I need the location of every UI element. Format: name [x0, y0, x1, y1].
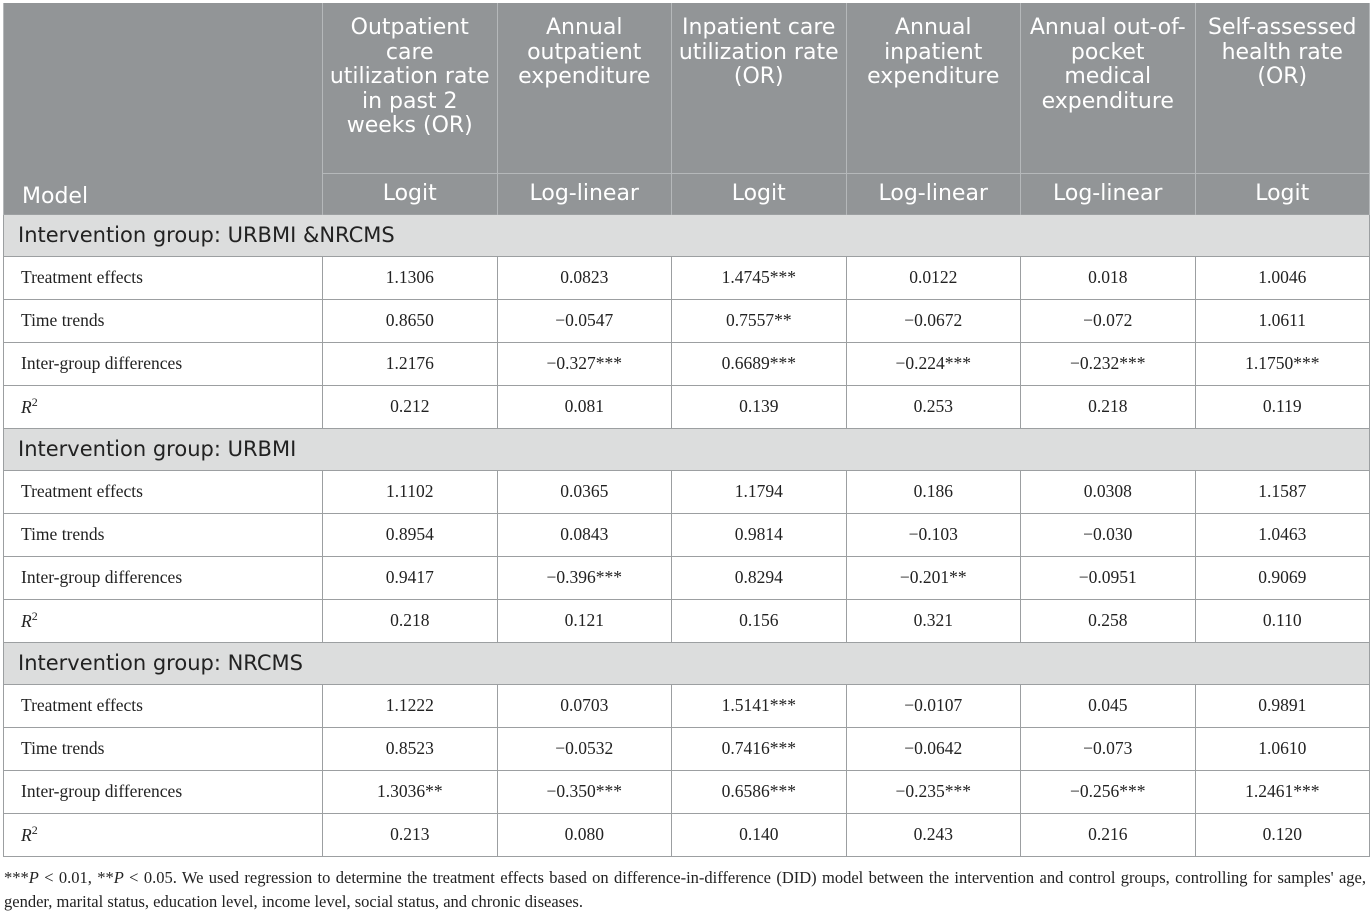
table-cell: 1.1587: [1195, 470, 1370, 513]
row-label: Treatment effects: [4, 256, 323, 299]
table-cell: −0.396***: [497, 556, 672, 599]
table-cell: −0.0672: [846, 299, 1021, 342]
row-label: Time trends: [4, 727, 323, 770]
group-header-row: [4, 428, 1370, 470]
table-cell: 0.139: [672, 385, 847, 428]
table-row: [4, 727, 1370, 770]
column-header-outpatient-expenditure: Annual outpatient expenditure: [497, 3, 672, 173]
table-row: [4, 770, 1370, 813]
table-cell: 1.2176: [323, 342, 498, 385]
table-cell: 0.0308: [1021, 470, 1196, 513]
table-cell: −0.256***: [1021, 770, 1196, 813]
table-cell: 0.9891: [1195, 684, 1370, 727]
table-cell: 0.0703: [497, 684, 672, 727]
method-header: Logit: [1195, 173, 1370, 214]
table-cell: 0.243: [846, 813, 1021, 856]
table-row: [4, 556, 1370, 599]
table-cell: 0.321: [846, 599, 1021, 642]
table-cell: 0.045: [1021, 684, 1196, 727]
row-label-r-squared: $R^2$: [4, 599, 323, 642]
table-cell: 0.186: [846, 470, 1021, 513]
column-header-outpatient-utilization: Outpatient care utilization rate in past 2 weeks (OR): [323, 3, 498, 173]
row-label: Inter-group differences: [4, 556, 323, 599]
column-header-inpatient-expenditure: Annual inpatient expenditure: [846, 3, 1021, 173]
table-cell: 0.218: [323, 599, 498, 642]
column-header-self-assessed-health: Self-assessed health rate (OR): [1195, 3, 1370, 173]
row-label-r-squared: $R^2$: [4, 813, 323, 856]
table-cell: 0.0365: [497, 470, 672, 513]
column-header-inpatient-utilization: Inpatient care utilization rate (OR): [672, 3, 847, 173]
table-cell: 0.119: [1195, 385, 1370, 428]
table-cell: 0.121: [497, 599, 672, 642]
group-title: Intervention group: URBMI: [4, 428, 1370, 470]
table-cell: 0.8523: [323, 727, 498, 770]
table-cell: 0.081: [497, 385, 672, 428]
table-cell: 0.216: [1021, 813, 1196, 856]
table-cell: −0.0642: [846, 727, 1021, 770]
table-cell: 1.1102: [323, 470, 498, 513]
table-cell: −0.0107: [846, 684, 1021, 727]
footnote-stars-2: **: [97, 868, 114, 887]
table-cell: −0.224***: [846, 342, 1021, 385]
table-cell: −0.103: [846, 513, 1021, 556]
table-cell: 0.9417: [323, 556, 498, 599]
footnote-text: < 0.05. We used regression to determine the treatment effects based on difference-in-difference (DID) model between the intervention and control groups, controlling for samples' age, gender, marital status, education level, income level, social status, and chronic diseases.: [4, 868, 1367, 911]
table-cell: 0.8650: [323, 299, 498, 342]
table-cell: 0.120: [1195, 813, 1370, 856]
row-label: Treatment effects: [4, 470, 323, 513]
table-cell: 1.0610: [1195, 727, 1370, 770]
group-title: Intervention group: URBMI &NRCMS: [4, 214, 1370, 256]
table-cell: 0.0843: [497, 513, 672, 556]
table-row: [4, 513, 1370, 556]
table-row: [4, 470, 1370, 513]
table-cell: 0.218: [1021, 385, 1196, 428]
table-cell: 0.140: [672, 813, 847, 856]
table-cell: 1.4745***: [672, 256, 847, 299]
footnote-threshold-1: < 0.01,: [38, 868, 98, 887]
table-cell: 0.0122: [846, 256, 1021, 299]
table-cell: −0.232***: [1021, 342, 1196, 385]
table-cell: 1.0463: [1195, 513, 1370, 556]
table-cell: −0.030: [1021, 513, 1196, 556]
table-row: [4, 813, 1370, 856]
table-body: [4, 214, 1370, 856]
table-cell: 0.7557**: [672, 299, 847, 342]
table-cell: −0.0532: [497, 727, 672, 770]
table-cell: 0.110: [1195, 599, 1370, 642]
row-label-r-squared: $R^2$: [4, 385, 323, 428]
table-cell: −0.0547: [497, 299, 672, 342]
footnote-stars-1: ***: [4, 868, 29, 887]
table-cell: 0.8954: [323, 513, 498, 556]
table-cell: 0.6689***: [672, 342, 847, 385]
group-header-row: [4, 214, 1370, 256]
table-cell: 0.7416***: [672, 727, 847, 770]
table-cell: −0.201**: [846, 556, 1021, 599]
table-cell: 1.3036**: [323, 770, 498, 813]
table-cell: 0.0823: [497, 256, 672, 299]
did-results-table: [3, 3, 1370, 857]
table-row: [4, 684, 1370, 727]
row-label: Treatment effects: [4, 684, 323, 727]
table-cell: 1.0611: [1195, 299, 1370, 342]
footnote-p-symbol: P: [113, 868, 124, 887]
table-cell: −0.350***: [497, 770, 672, 813]
table-cell: 0.156: [672, 599, 847, 642]
table-cell: 0.018: [1021, 256, 1196, 299]
table-cell: 1.2461***: [1195, 770, 1370, 813]
table-cell: −0.0951: [1021, 556, 1196, 599]
table-cell: 1.1222: [323, 684, 498, 727]
table-cell: −0.072: [1021, 299, 1196, 342]
table-row: [4, 599, 1370, 642]
row-label: Inter-group differences: [4, 342, 323, 385]
row-label: Time trends: [4, 513, 323, 556]
table-cell: 0.8294: [672, 556, 847, 599]
row-label: Time trends: [4, 299, 323, 342]
table-cell: 0.6586***: [672, 770, 847, 813]
table-cell: −0.235***: [846, 770, 1021, 813]
method-header: Log-linear: [497, 173, 672, 214]
table-header: [4, 3, 1370, 214]
method-header: Log-linear: [1021, 173, 1196, 214]
table-cell: −0.327***: [497, 342, 672, 385]
method-header: Log-linear: [846, 173, 1021, 214]
table-cell: 1.1750***: [1195, 342, 1370, 385]
footnote-p-symbol: P: [28, 868, 39, 887]
method-header: Logit: [323, 173, 498, 214]
table-cell: 0.258: [1021, 599, 1196, 642]
table-cell: 1.1306: [323, 256, 498, 299]
table-cell: 0.9069: [1195, 556, 1370, 599]
table-cell: 0.9814: [672, 513, 847, 556]
table-cell: 1.0046: [1195, 256, 1370, 299]
table-row: [4, 256, 1370, 299]
column-header-out-of-pocket-expenditure: Annual out-of-pocket medical expenditure: [1021, 3, 1196, 173]
group-header-row: [4, 642, 1370, 684]
table-cell: 0.212: [323, 385, 498, 428]
table-footnote: [4, 866, 1366, 914]
table-row: [4, 385, 1370, 428]
table-cell: 1.1794: [672, 470, 847, 513]
table-cell: 0.253: [846, 385, 1021, 428]
table-cell: 1.5141***: [672, 684, 847, 727]
table-cell: 0.080: [497, 813, 672, 856]
table-row: [4, 299, 1370, 342]
table-cell: 0.213: [323, 813, 498, 856]
group-title: Intervention group: NRCMS: [4, 642, 1370, 684]
model-column-header: Model: [4, 3, 323, 214]
method-header: Logit: [672, 173, 847, 214]
table-cell: −0.073: [1021, 727, 1196, 770]
table-row: [4, 342, 1370, 385]
row-label: Inter-group differences: [4, 770, 323, 813]
